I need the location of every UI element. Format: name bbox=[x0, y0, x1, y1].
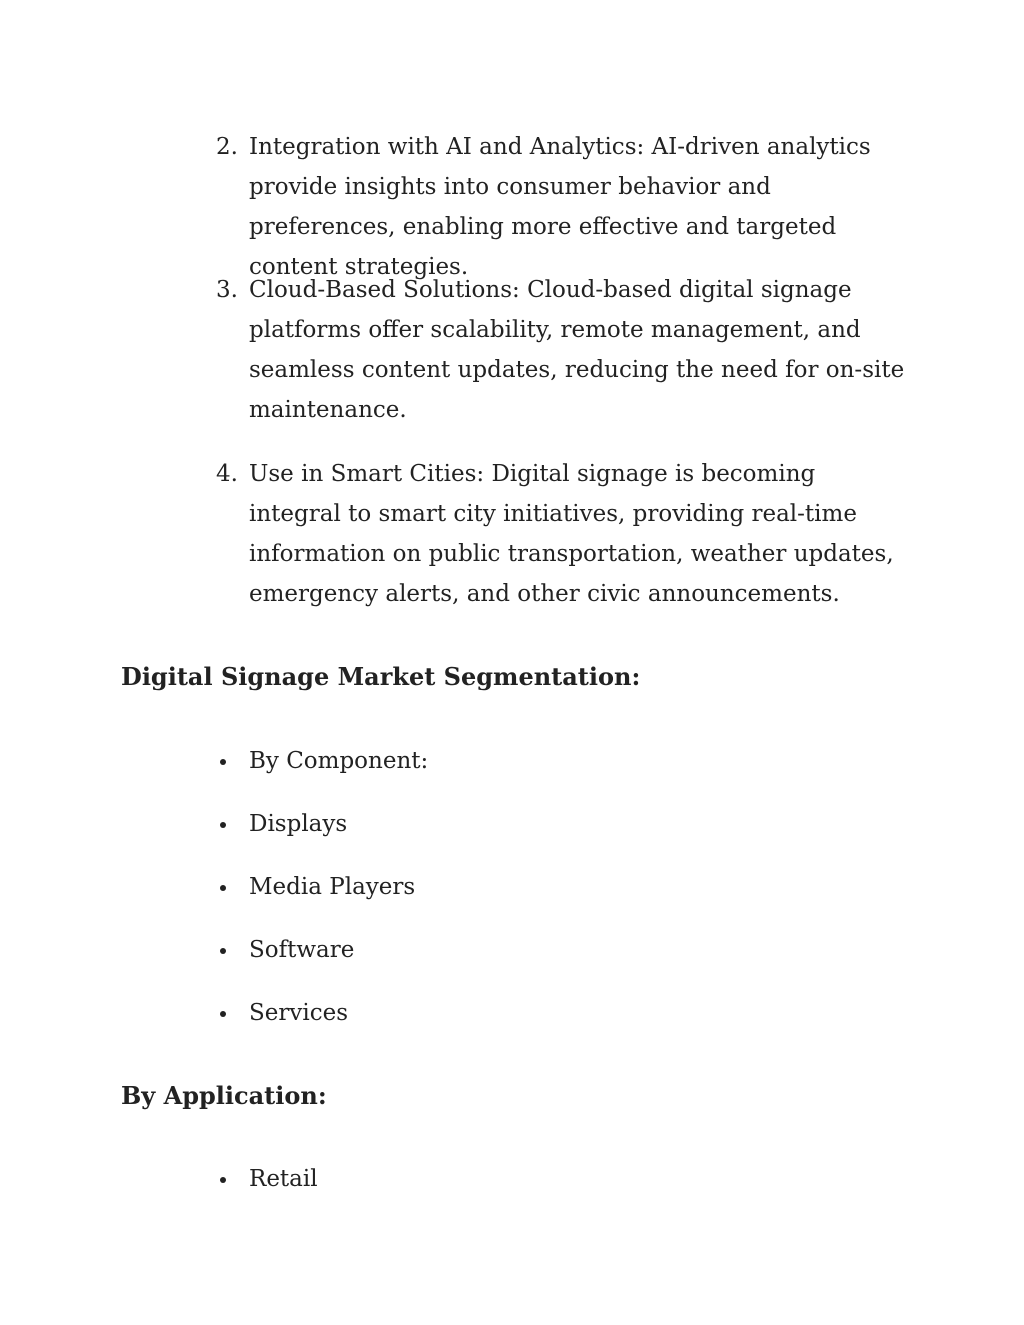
bullet-icon bbox=[220, 948, 226, 954]
bullet-icon bbox=[220, 1011, 226, 1017]
bullet-icon bbox=[220, 759, 226, 765]
segmentation-heading: Digital Signage Market Segmentation: bbox=[121, 662, 641, 691]
application-heading: By Application: bbox=[121, 1081, 327, 1110]
bullet-icon bbox=[220, 1177, 226, 1183]
list-item bbox=[0, 993, 1024, 1033]
list-item bbox=[0, 930, 1024, 970]
list-item bbox=[0, 741, 1024, 781]
list-item-text: Integration with AI and Analytics: AI-driven analytics provide insights into consumer behavior and preferences, enabling more effective and targeted content strategies. bbox=[249, 134, 871, 280]
list-item-text: Services bbox=[249, 1000, 349, 1026]
list-item-text: By Component: bbox=[249, 748, 429, 774]
bullet-icon bbox=[220, 885, 226, 891]
list-item-text: Media Players bbox=[249, 874, 416, 900]
list-item bbox=[0, 867, 1024, 907]
list-item-text: Displays bbox=[249, 811, 348, 837]
list-marker: 3. bbox=[216, 277, 238, 303]
bullet-icon bbox=[220, 822, 226, 828]
list-item bbox=[0, 1159, 1024, 1199]
list-item-text: Software bbox=[249, 937, 355, 963]
list-item-text: Use in Smart Cities: Digital signage is becoming integral to smart city initiatives, providing real-time information on public transportation, weather updates, emergency alerts, and other civic announcements. bbox=[249, 461, 894, 607]
list-item-text: Retail bbox=[249, 1166, 318, 1192]
list-item bbox=[0, 804, 1024, 844]
list-marker: 2. bbox=[216, 134, 238, 160]
list-item-text: Cloud-Based Solutions: Cloud-based digital signage platforms offer scalability, remote management, and seamless content updates, reducing the need for on-site maintenance. bbox=[249, 277, 905, 423]
list-marker: 4. bbox=[216, 461, 238, 487]
